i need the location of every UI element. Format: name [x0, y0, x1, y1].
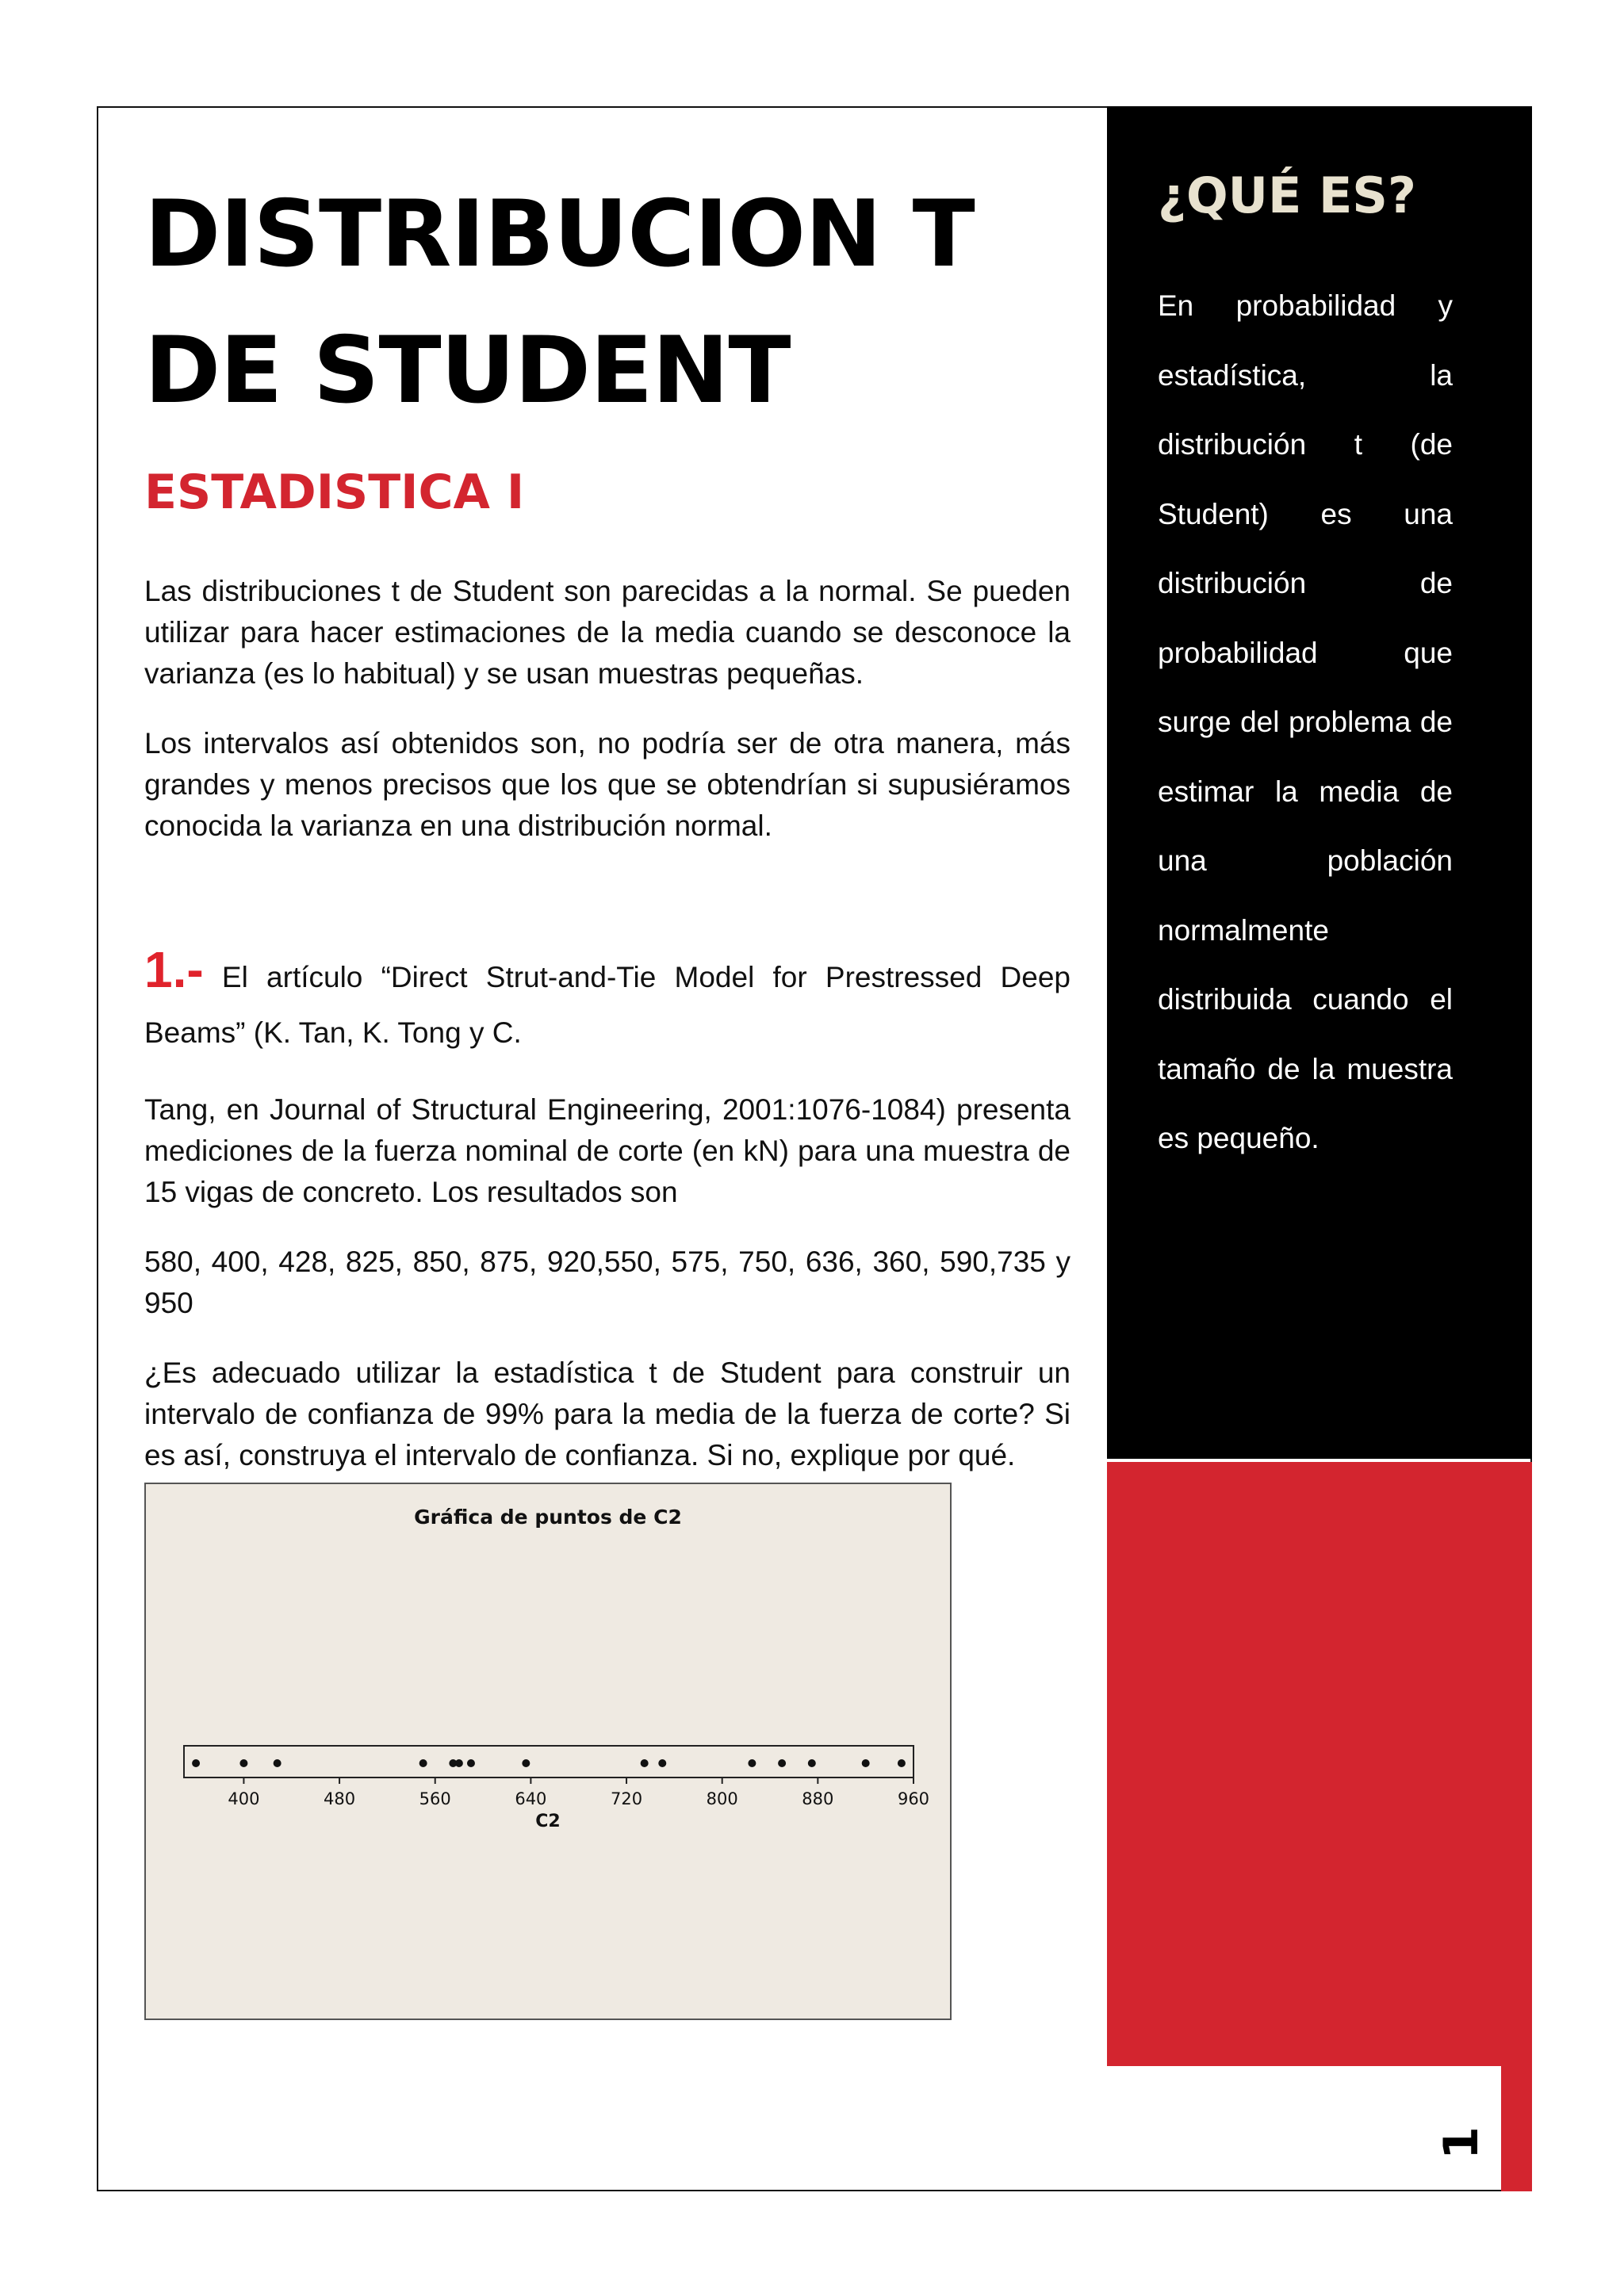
- x-tick-label: 880: [802, 1789, 834, 1808]
- title-line-1: DISTRIBUCION T: [144, 181, 975, 288]
- exercise-paragraph-2: Tang, en Journal of Structural Engineering, 2001:1076-1084) presenta mediciones de la fuerza nominal de corte (en kN) para una muestra de 15 vigas de concreto. Los resultados son: [144, 1093, 1071, 1208]
- x-axis-label: C2: [535, 1812, 561, 1831]
- data-point: [192, 1759, 200, 1767]
- x-tick-label: 720: [610, 1789, 643, 1808]
- x-tick-label: 800: [706, 1789, 738, 1808]
- intro-paragraph-1: Las distribuciones t de Student son parecidas a la normal. Se pueden utilizar para hacer estimaciones de la media cuando se desconoce la varianza (es lo habitual) y se usan muestras pequeñas.: [144, 575, 1071, 690]
- title-line-2: DE STUDENT: [144, 317, 791, 424]
- sidebar-red-block: [1107, 1462, 1532, 2066]
- exercise-data: 580, 400, 428, 825, 850, 875, 920,550, 575, 750, 636, 360, 590,735 y 950: [144, 1246, 1071, 1319]
- data-point: [862, 1759, 870, 1767]
- main-content: [144, 166, 1071, 1505]
- sidebar-title: ¿QUÉ ES?: [1158, 166, 1416, 224]
- intro-paragraph-2: Los intervalos así obtenidos son, no podría ser de otra manera, más grandes y menos precisos que los que se obtendrían si supusiéramos conocida la varianza en una distribución normal.: [144, 727, 1071, 842]
- exercise-question: ¿Es adecuado utilizar la estadística t de Student para construir un intervalo de confianza de 99% para la media de la fuerza de corte? Si es así, construya el intervalo de confianza. Si no, explique por qué.: [144, 1357, 1071, 1471]
- chart-title: Gráfica de puntos de C2: [414, 1506, 682, 1529]
- x-tick-label: 480: [324, 1789, 356, 1808]
- sidebar-text: En probabilidad y estadística, la distribución t (de Student) es una distribución de probabilidad que surge del problema de estimar la media de una población normalmente distribuida cuando el tamaño de la muestra es pequeño.: [1158, 289, 1453, 1154]
- data-point: [274, 1759, 282, 1767]
- x-tick-label: 560: [419, 1789, 451, 1808]
- x-tick-label: 960: [897, 1789, 930, 1808]
- exercise-intro-text: El artículo “Direct Strut-and-Tie Model for Prestressed Deep Beams” (K. Tan, K. Tong y C.: [144, 961, 1071, 1049]
- exercise-paragraph-1: [144, 942, 1071, 1061]
- exercise-number: 1.-: [144, 941, 204, 998]
- data-point: [239, 1759, 247, 1767]
- data-point: [641, 1759, 649, 1767]
- page-number: 1: [1433, 2126, 1489, 2160]
- data-point: [808, 1759, 816, 1767]
- data-point: [467, 1759, 475, 1767]
- data-point: [778, 1759, 786, 1767]
- red-corner-strip: [1501, 2066, 1532, 2191]
- data-point: [898, 1759, 906, 1767]
- x-tick-label: 400: [228, 1789, 260, 1808]
- x-tick-label: 640: [515, 1789, 547, 1808]
- data-point: [522, 1759, 530, 1767]
- data-point: [455, 1759, 463, 1767]
- dot-plot-svg: [146, 1484, 950, 2019]
- subtitle: ESTADISTICA I: [144, 465, 525, 520]
- plot-area: [184, 1746, 914, 1777]
- data-point: [658, 1759, 666, 1767]
- page-title: [144, 166, 1071, 439]
- dot-plot-chart: [144, 1483, 952, 2020]
- data-point: [419, 1759, 427, 1767]
- data-point: [748, 1759, 756, 1767]
